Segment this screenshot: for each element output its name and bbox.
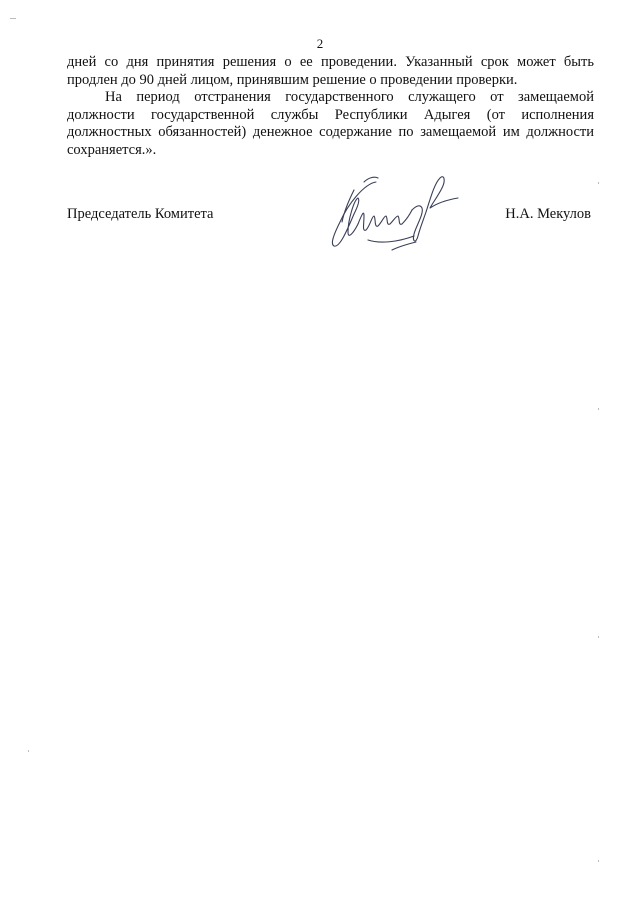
text-line: продлен до 90 дней лицом, принявшим решение о проведении проверки. [67,71,518,88]
signatory-name: Н.А. Мекулов [505,206,591,222]
body-text [67,54,594,159]
scan-speck [598,408,599,410]
signatory-title: Председатель Комитета [67,206,214,222]
scan-speck [598,636,599,638]
scan-speck [10,18,16,19]
text-line: должности государственной службы Республики Адыгея (от исполнения [67,106,594,123]
text-line: сохраняется.». [67,141,157,158]
text-line: дней со дня принятия решения о ее проведении. Указанный срок может быть [67,54,594,70]
scan-speck [28,750,29,752]
scan-speck [598,182,599,184]
text-line: должностных обязанностей) денежное содержание по замещаемой им должности [67,124,594,140]
paragraph-suspension [67,89,594,159]
handwritten-signature-icon [318,170,468,255]
paragraph-continuation [67,54,594,89]
page-number: 2 [316,36,324,51]
scan-speck [598,860,599,862]
text-line: На период отстранения государственного служащего от замещаемой [105,89,594,105]
